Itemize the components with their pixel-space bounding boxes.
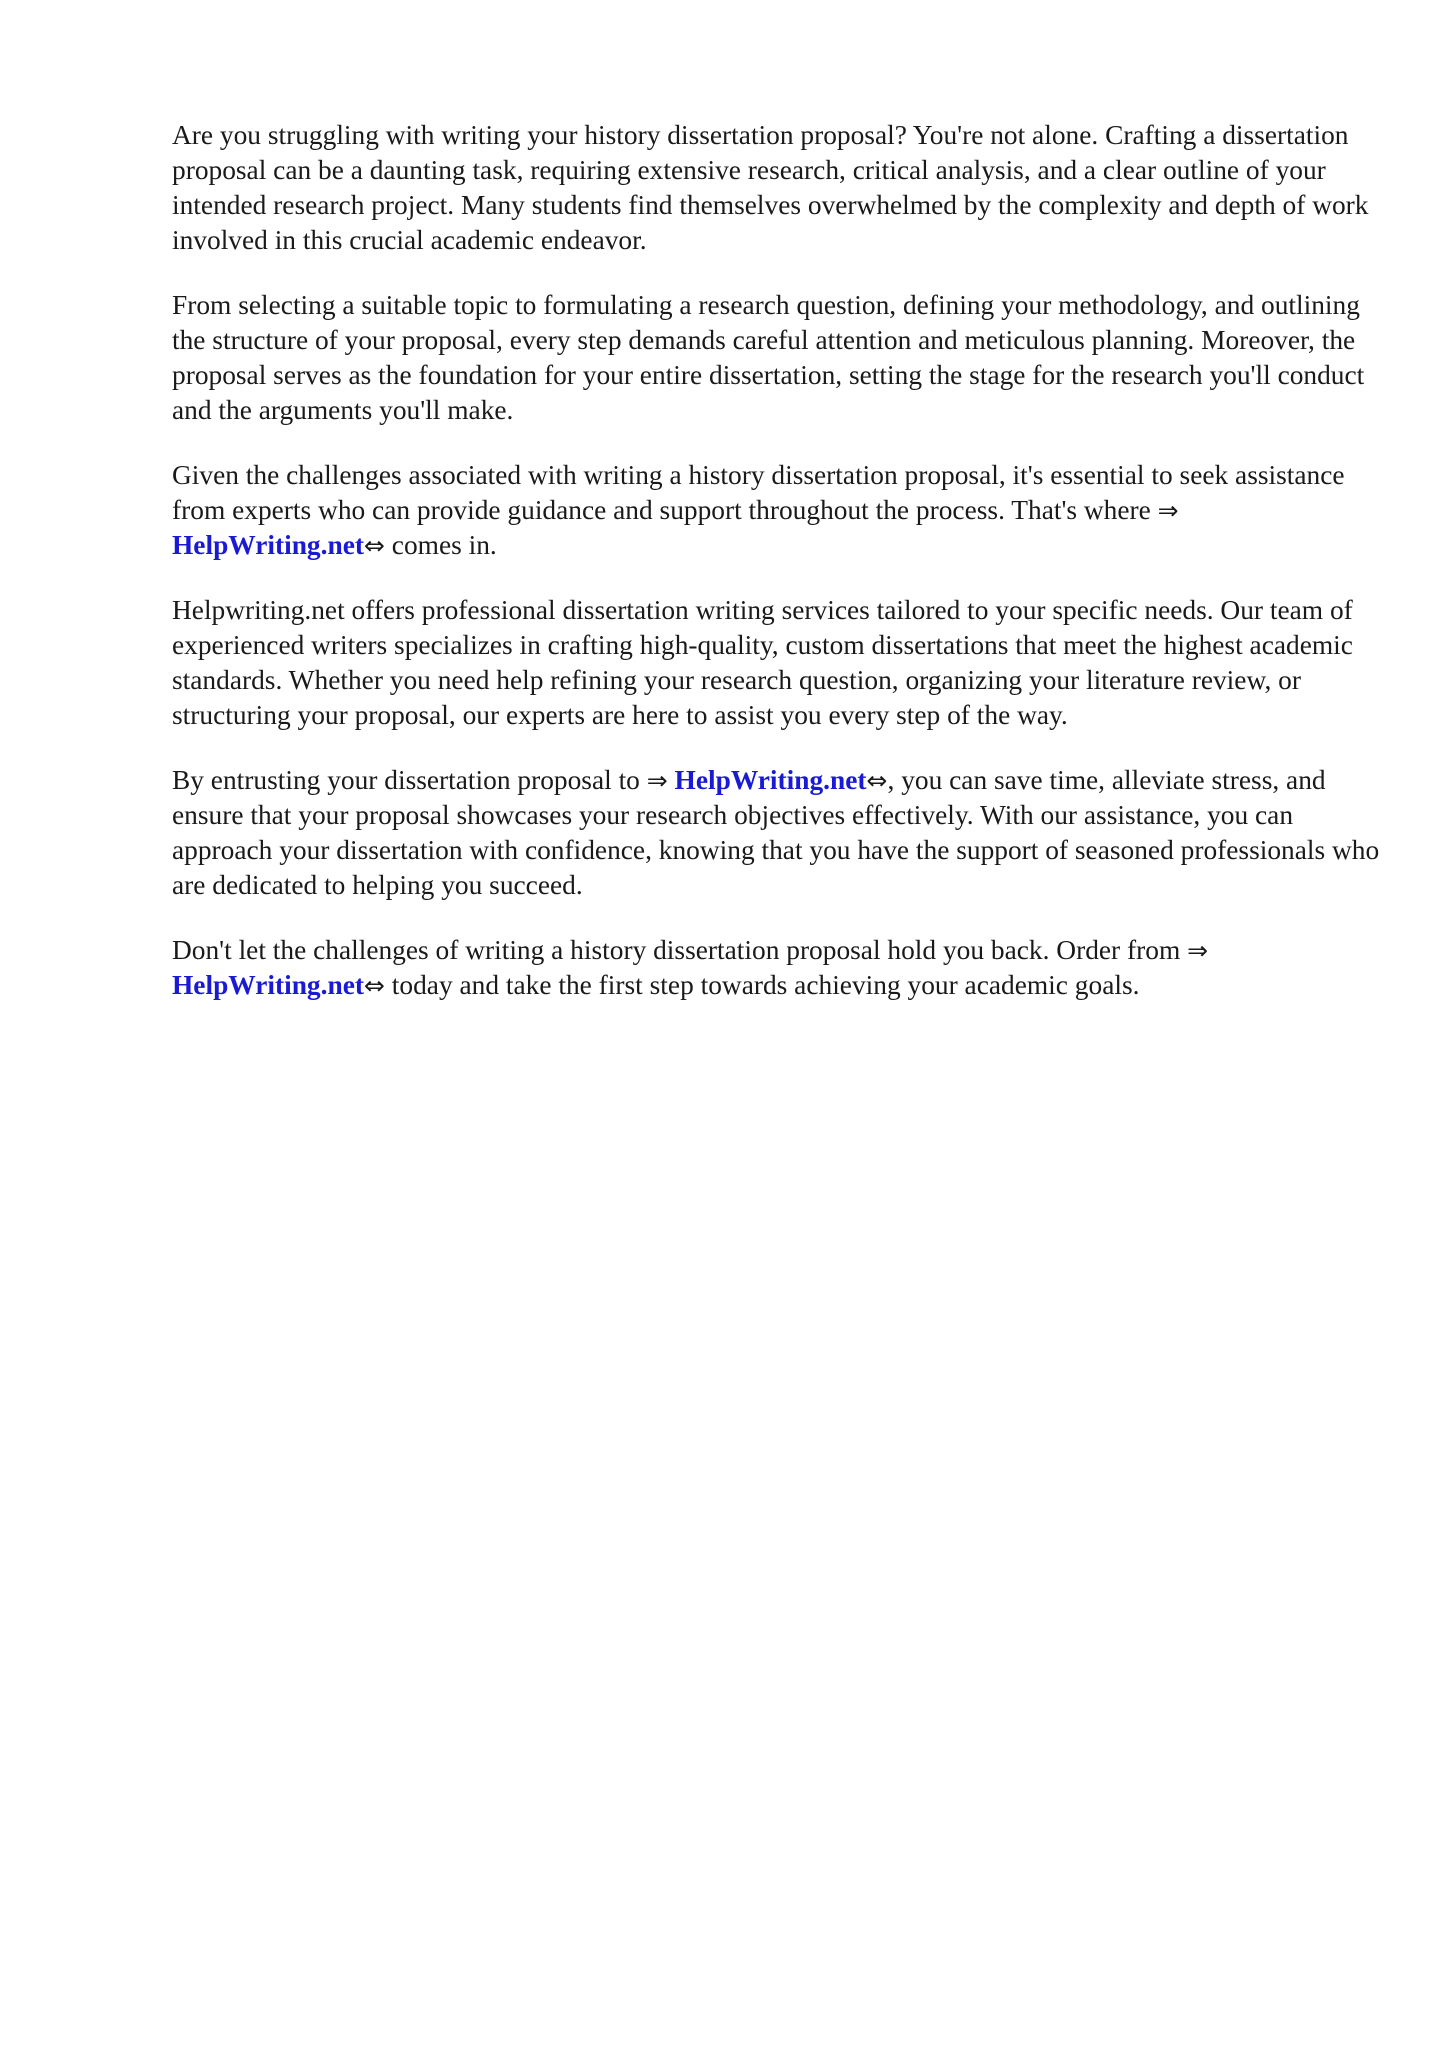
helpwriting-link[interactable]: HelpWriting.net — [172, 530, 364, 560]
paragraph-text: Given the challenges associated with writing a history dissertation proposal, it's essential to seek assistance from experts who can provide guidance and support throughout the process. That's where — [172, 460, 1345, 525]
paragraph-call-to-action — [172, 933, 1387, 1003]
right-arrow-icon: ⇒ — [646, 766, 668, 795]
paragraph-text: comes in. — [384, 530, 497, 560]
helpwriting-link[interactable]: HelpWriting.net — [172, 970, 364, 1000]
right-arrow-icon: ⇒ — [1157, 496, 1179, 525]
helpwriting-link[interactable]: HelpWriting.net — [674, 765, 867, 795]
paragraph-benefits — [172, 763, 1387, 903]
paragraph-services: Helpwriting.net offers professional dissertation writing services tailored to your specific needs. Our team of experienced writers specializes in crafting high-quality, custom dissertations that meet the highest academic standards. Whether you need help refining your research question, organizing your literature review, or structuring your proposal, our experts are here to assist you every step of the way. — [172, 595, 1353, 730]
double-arrow-icon: ⇔ — [364, 531, 385, 560]
paragraph-text: By entrusting your dissertation proposal to — [172, 765, 647, 795]
paragraph-assistance — [172, 458, 1387, 563]
paragraph-intro: Are you struggling with writing your history dissertation proposal? You're not alone. Crafting a dissertation proposal can be a daunting task, requiring extensive research, critical analysis, and a clear outline of your intended research project. Many students find themselves overwhelmed by the complexity and depth of work involved in this crucial academic endeavor. — [172, 120, 1369, 255]
double-arrow-icon: ⇔ — [866, 766, 888, 795]
paragraph-text: today and take the first step towards achieving your academic goals. — [384, 970, 1140, 1000]
document-body — [172, 118, 1387, 1033]
paragraph-text: , you can save time, alleviate stress, and ensure that your proposal showcases your research objectives effectively. With our assistance, you can approach your dissertation with confidence, knowing that you have the support of seasoned professionals who are dedicated to helping you succeed. — [172, 765, 1380, 900]
paragraph-text: Don't let the challenges of writing a history dissertation proposal hold you back. Order from — [172, 935, 1188, 965]
paragraph-process: From selecting a suitable topic to formulating a research question, defining your methodology, and outlining the structure of your proposal, every step demands careful attention and meticulous planning. Moreover, the proposal serves as the foundation for your entire dissertation, setting the stage for the research you'll conduct and the arguments you'll make. — [172, 290, 1365, 425]
double-arrow-icon: ⇔ — [364, 971, 385, 1000]
right-arrow-icon: ⇒ — [1187, 936, 1209, 965]
